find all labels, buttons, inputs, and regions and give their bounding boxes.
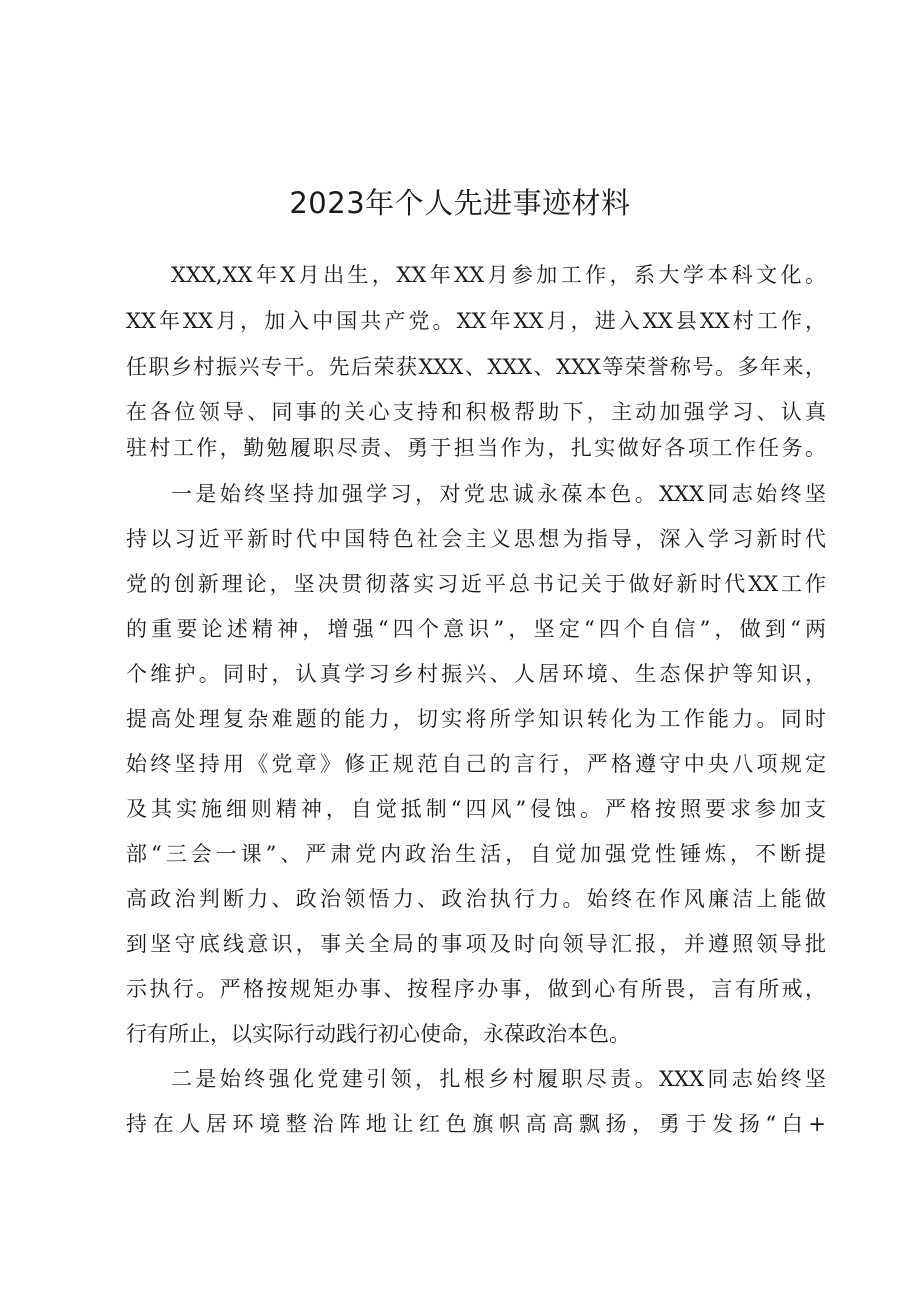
- body-line: 驻村工作，勤勉履职尽责、勇于担当作为，扎实做好各项工作任务。: [126, 436, 826, 460]
- body-line: 在各位领导、同事的关心支持和积极帮助下，主动加强学习、认真: [126, 400, 826, 424]
- body-line: 行有所止，以实际行动践行初心使命，永葆政治本色。: [126, 1022, 630, 1046]
- body-line: 部“三会一课”、严肃党内政治生活，自觉加强党性锤炼，不断提: [126, 842, 826, 866]
- body-line: 提高处理复杂难题的能力，切实将所学知识转化为工作能力。同时: [126, 707, 826, 731]
- body-line: 高政治判断力、政治领悟力、政治执行力。始终在作风廉洁上能做: [126, 887, 826, 911]
- body-line: XXX,XX年X月出生，XX年XX月参加工作，系大学本科文化。: [171, 263, 826, 287]
- body-line: 及其实施细则精神，自觉抵制“四风”侵蚀。严格按照要求参加支: [126, 797, 826, 821]
- body-line: 持以习近平新时代中国特色社会主义思想为指导，深入学习新时代: [126, 527, 826, 551]
- body-line: 始终坚持用《党章》修正规范自己的言行，严格遵守中央八项规定: [126, 752, 826, 776]
- body-line: 的重要论述精神，增强“四个意识”，坚定“四个自信”，做到“两: [126, 617, 826, 641]
- body-line: 持在人居环境整治阵地让红色旗帜高高飘扬，勇于发扬“白+: [126, 1112, 826, 1136]
- body-line: 任职乡村振兴专干。先后荣获XXX、XXX、XXX等荣誉称号。多年来，: [126, 355, 826, 379]
- body-line: 一是始终坚持加强学习，对党忠诚永葆本色。XXX同志始终坚: [171, 482, 826, 506]
- document-title: 2023年个人先进事迹材料: [289, 186, 631, 220]
- body-line: 示执行。严格按规矩办事、按程序办事，做到心有所畏，言有所戒，: [126, 977, 826, 1001]
- body-line: 党的创新理论，坚决贯彻落实习近平总书记关于做好新时代XX工作: [126, 572, 826, 596]
- body-line: 个维护。同时，认真学习乡村振兴、人居环境、生态保护等知识，: [126, 662, 826, 686]
- body-line: 到坚守底线意识，事关全局的事项及时向领导汇报，并遵照领导批: [126, 932, 826, 956]
- body-line: 二是始终强化党建引领，扎根乡村履职尽责。XXX同志始终坚: [171, 1067, 826, 1091]
- body-line: XX年XX月，加入中国共产党。XX年XX月，进入XX县XX村工作，: [126, 309, 826, 333]
